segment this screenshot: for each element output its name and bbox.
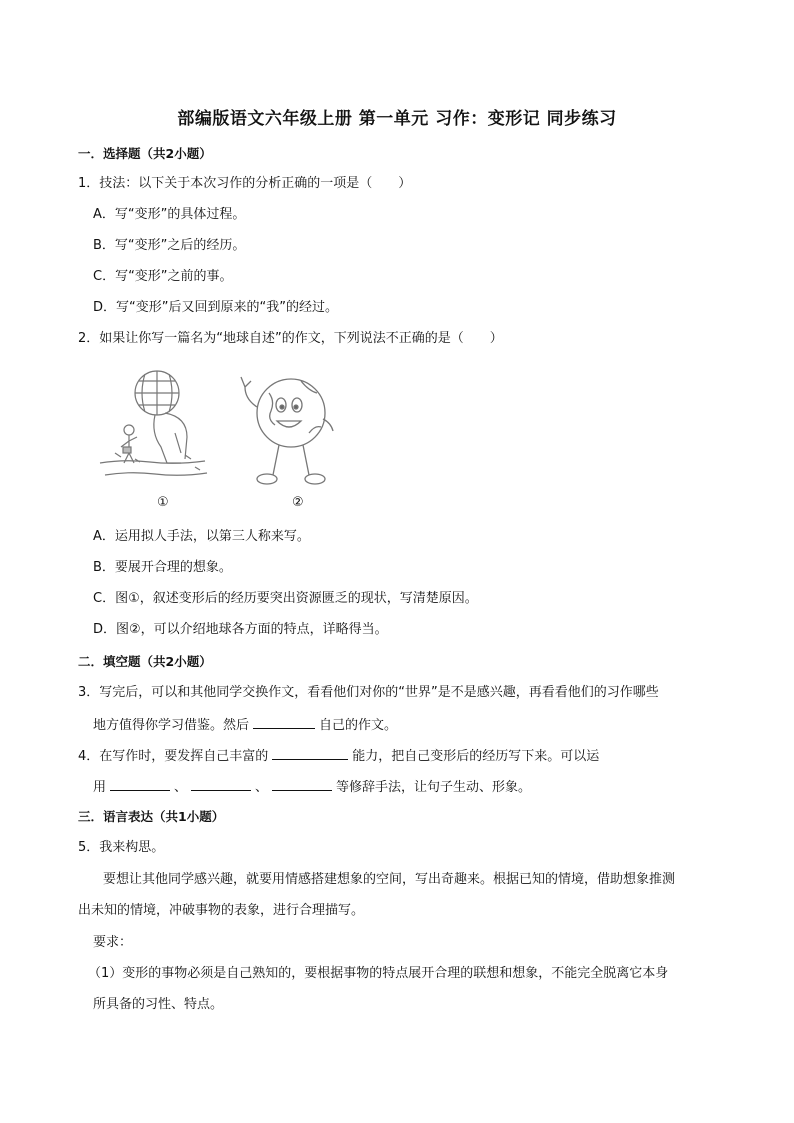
- question-1-option-d: D．写“变形”后又回到原来的“我”的经过。: [93, 300, 338, 315]
- question-2-option-a: A．运用拟人手法，以第三人称来写。: [93, 529, 310, 544]
- question-4-text-before: 4．在写作时，要发挥自己丰富的: [78, 749, 269, 764]
- question-3-blank[interactable]: [253, 715, 315, 729]
- question-4-blank-4[interactable]: [272, 777, 332, 791]
- question-3-line-2: [93, 715, 397, 735]
- question-4-blank-1[interactable]: [272, 746, 348, 760]
- page-title: 部编版语文六年级上册 第一单元 习作：变形记 同步练习: [177, 109, 617, 129]
- question-4-blank-3[interactable]: [191, 777, 251, 791]
- question-5-stem: 5．我来构思。: [78, 840, 165, 855]
- question-3-text-after: 自己的作文。: [319, 718, 398, 733]
- section-heading-expression: 三．语言表达（共1小题）: [78, 809, 225, 824]
- question-2-option-d: D．图②，可以介绍地球各方面的特点，详略得当。: [93, 622, 388, 637]
- question-4-sep-1: 、: [174, 780, 188, 795]
- section-heading-fill: 二．填空题（共2小题）: [78, 654, 212, 669]
- question-2-stem: 2．如果让你写一篇名为“地球自述”的作文，下列说法不正确的是（ ）: [78, 331, 503, 346]
- question-4-sep-2: 、: [255, 780, 269, 795]
- question-4-line-1: [78, 746, 599, 766]
- question-5-paragraph-line-1: 要想让其他同学感兴趣，就要用情感搭建想象的空间，写出奇趣来。根据已知的情境，借助想象推测: [103, 872, 676, 887]
- question-4-line-2: [93, 777, 531, 797]
- figure-1-label: ①: [157, 495, 169, 510]
- figure-2-label: ②: [292, 495, 304, 510]
- question-3-text-before: 地方值得你学习借鉴。然后: [93, 718, 250, 733]
- section-heading-choice: 一．选择题（共2小题）: [78, 146, 212, 161]
- question-4-text-end: 等修辞手法，让句子生动、形象。: [336, 780, 532, 795]
- figure-1-drawing: [100, 371, 207, 475]
- question-5-requirements-label: 要求：: [93, 935, 133, 950]
- question-5-requirement-1-line-2: 所具备的习性、特点。: [93, 997, 224, 1012]
- question-1-stem: 1．技法：以下关于本次习作的分析正确的一项是（ ）: [78, 176, 412, 191]
- earth-illustration: [95, 363, 343, 513]
- question-2-option-c: C．图①，叙述变形后的经历要突出资源匮乏的现状，写清楚原因。: [93, 591, 478, 606]
- question-5-paragraph-line-2: 出未知的情境，冲破事物的表象，进行合理描写。: [78, 903, 365, 918]
- question-4-blank-2[interactable]: [110, 777, 170, 791]
- question-3-line-1: 3．写完后，可以和其他同学交换作文，看看他们对你的“世界”是不是感兴趣，再看看他们的习作哪些: [78, 685, 659, 700]
- question-4-text-after: 能力，把自己变形后的经历写下来。可以运: [352, 749, 600, 764]
- question-2-option-b: B．要展开合理的想象。: [93, 560, 232, 575]
- question-4-text-use: 用: [93, 780, 107, 795]
- question-5-requirement-1-line-1: （1）变形的事物必须是自己熟知的，要根据事物的特点展开合理的联想和想象，不能完全脱离它本身: [88, 966, 669, 981]
- question-1-option-c: C．写“变形”之前的事。: [93, 269, 233, 284]
- figure-2-drawing: [241, 377, 333, 484]
- question-1-option-b: B．写“变形”之后的经历。: [93, 238, 246, 253]
- question-1-option-a: A．写“变形”的具体过程。: [93, 207, 246, 222]
